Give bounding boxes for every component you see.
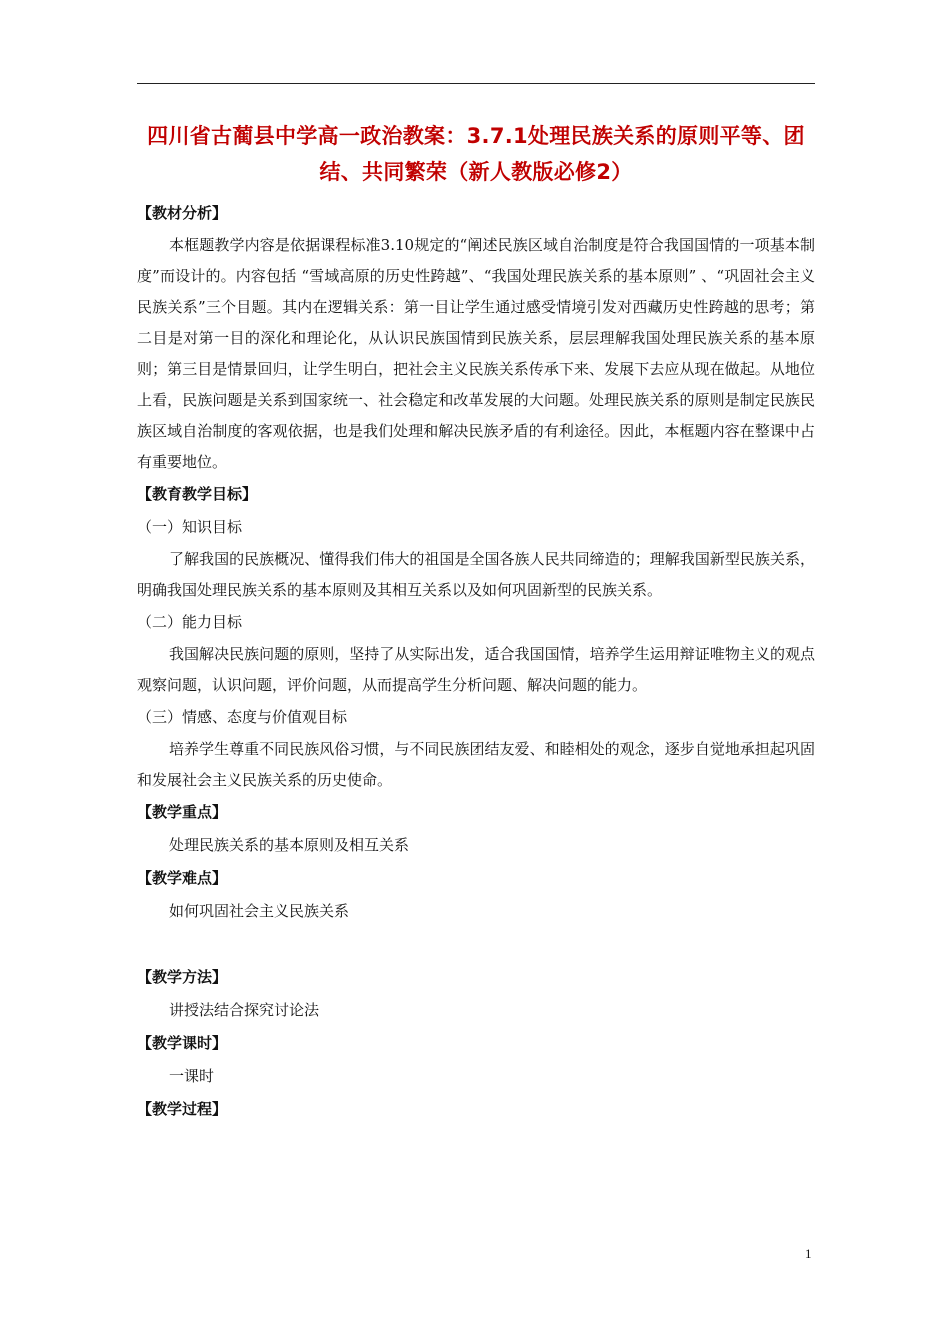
section-heading-method: 【教学方法】 bbox=[137, 968, 228, 986]
difficulty-text: 如何巩固社会主义民族关系 bbox=[169, 902, 350, 920]
goal-values-paragraph: 培养学生尊重不同民族风俗习惯，与不同民族团结友爱、和睦相处的观念，逐步自觉地承担起巩固和发展社会主义民族关系的历史使命。 bbox=[137, 740, 815, 789]
header-rule bbox=[137, 83, 815, 84]
section-heading-process: 【教学过程】 bbox=[137, 1100, 228, 1118]
goal-knowledge-label: （一）知识目标 bbox=[137, 518, 243, 536]
goal-values-label: （三）情感、态度与价值观目标 bbox=[137, 708, 348, 726]
section-heading-hours: 【教学课时】 bbox=[137, 1034, 228, 1052]
section-heading-difficulty: 【教学难点】 bbox=[137, 869, 228, 887]
document-title: 四川省古蔺县中学高一政治教案：3.7.1处理民族关系的原则平等、团结、共同繁荣（新人教版必修2） bbox=[147, 124, 805, 184]
hours-text: 一课时 bbox=[169, 1067, 215, 1085]
document-body bbox=[137, 197, 815, 1126]
section-heading-key-point: 【教学重点】 bbox=[137, 803, 228, 821]
key-point-text: 处理民族关系的基本原则及相互关系 bbox=[169, 836, 410, 854]
section-heading-analysis: 【教材分析】 bbox=[137, 204, 228, 222]
method-text: 讲授法结合探究讨论法 bbox=[169, 1001, 320, 1019]
analysis-paragraph: 本框题教学内容是依据课程标准3.10规定的“阐述民族区域自治制度是符合我国国情的一项基本制度”而设计的。内容包括 “雪域高原的历史性跨越”、“我国处理民族关系的基本原则” 、“巩固社会主义民族关系”三个目题。其内在逻辑关系：第一目让学生通过感受情境引发对西藏历史性跨越的思考；第二目是对第一目的深化和理论化，从认识民族国情到民族关系，层层理解我国处理民族关系的基本原则；第三目是情景回归，让学生明白，把社会主义民族关系传承下来、发展下去应从现在做起。从地位上看，民族问题是关系到国家统一、社会稳定和改革发展的大问题。处理民族关系的原则是制定民族民族区域自治制度的客观依据，也是我们处理和解决民族矛盾的有利途径。因此，本框题内容在整课中占有重要地位。 bbox=[137, 236, 815, 471]
goal-ability-label: （二）能力目标 bbox=[137, 613, 243, 631]
page-number: 1 bbox=[805, 1246, 812, 1261]
goal-knowledge-paragraph: 了解我国的民族概况、懂得我们伟大的祖国是全国各族人民共同缔造的；理解我国新型民族关系，明确我国处理民族关系的基本原则及其相互关系以及如何巩固新型的民族关系。 bbox=[137, 550, 815, 599]
goal-ability-paragraph: 我国解决民族问题的原则，坚持了从实际出发，适合我国国情，培养学生运用辩证唯物主义的观点观察问题，认识问题，评价问题，从而提高学生分析问题、解决问题的能力。 bbox=[137, 645, 815, 694]
section-heading-goals: 【教育教学目标】 bbox=[137, 485, 258, 503]
blank-line bbox=[137, 928, 815, 961]
